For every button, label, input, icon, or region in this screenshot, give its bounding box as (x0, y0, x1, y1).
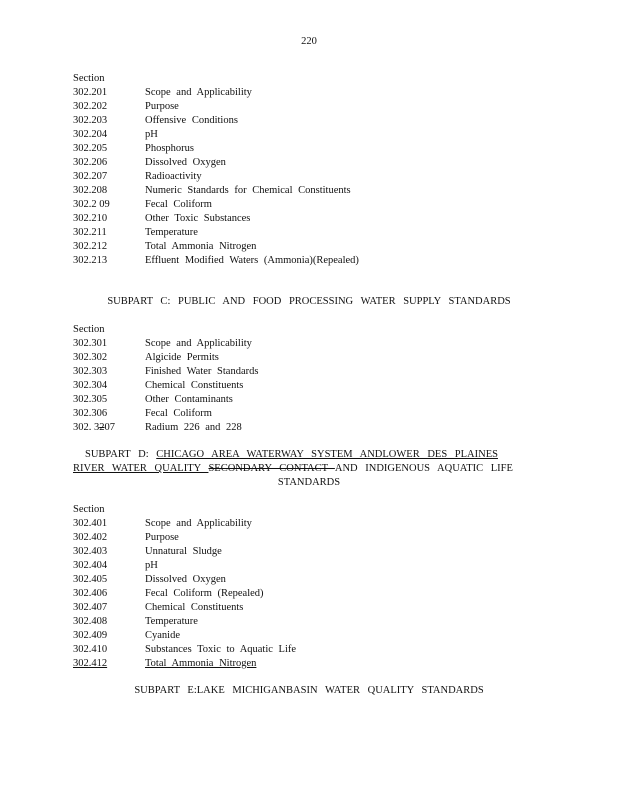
section-number: 302.305 (73, 394, 108, 405)
subpart-title-rest: AND INDIGENOUS AQUATIC LIFE (334, 463, 513, 474)
section-title: Purpose (145, 532, 179, 543)
section-label: Section (73, 73, 105, 84)
section-row (73, 531, 553, 545)
section-number: 302.410 (73, 644, 108, 655)
section-row (73, 142, 553, 156)
section-title: Chemical Constituents (145, 380, 244, 391)
section-row (73, 601, 553, 615)
section-row (73, 545, 553, 559)
section-title: Total Ammonia Nitrogen (145, 241, 257, 252)
struck-digit: 2 (99, 422, 105, 433)
section-title: Dissolved Oxygen (145, 157, 226, 168)
section-row (73, 170, 553, 184)
section-number: 302.303 (73, 366, 108, 377)
section-row (73, 559, 553, 573)
section-number: 302.208 (73, 185, 108, 196)
section-number: 302.2 09 (73, 199, 110, 210)
section-row (73, 407, 553, 421)
section-row (73, 379, 553, 393)
section-number: 302.210 (73, 213, 108, 224)
section-row (73, 240, 553, 254)
section-title: pH (145, 129, 158, 140)
section-row (73, 629, 553, 643)
section-number: 302.412 (73, 658, 108, 669)
section-number: 302.406 (73, 588, 108, 599)
section-title: Numeric Standards for Chemical Constituents (145, 185, 351, 196)
subpart-d-heading-line1 (85, 448, 498, 462)
section-row (73, 337, 553, 351)
section-row (73, 615, 553, 629)
section-number: 302.207 (73, 171, 108, 182)
section-number: 302.212 (73, 241, 108, 252)
section-label: Section (73, 324, 105, 335)
section-title: Total Ammonia Nitrogen (145, 658, 257, 669)
section-title: Radium 226 and 228 (145, 422, 242, 433)
section-title: Cyanide (145, 630, 180, 641)
section-row (73, 184, 553, 198)
section-number: 302.404 (73, 560, 108, 571)
section-title: Temperature (145, 227, 198, 238)
section-row (73, 393, 553, 407)
section-title: Fecal Coliform (145, 408, 212, 419)
section-number: 302.304 (73, 380, 108, 391)
section-row (73, 657, 553, 671)
section-number: 302.203 (73, 115, 108, 126)
section-row (73, 254, 553, 268)
section-title: Radioactivity (145, 171, 202, 182)
section-number: 302.409 (73, 630, 108, 641)
section-number: 302.402 (73, 532, 108, 543)
subpart-d-heading-line2 (73, 462, 513, 476)
section-row (73, 128, 553, 142)
section-title: Other Toxic Substances (145, 213, 251, 224)
section-number: 302.301 (73, 338, 108, 349)
section-row (73, 517, 553, 531)
section-title: Finished Water Standards (145, 366, 259, 377)
section-number: 302.204 (73, 129, 108, 140)
section-label: Section (73, 504, 105, 515)
subpart-e-heading: SUBPART E:LAKE MICHIGANBASIN WATER QUALITY STANDARDS (134, 685, 484, 696)
section-row (73, 226, 553, 240)
deleted-text: SECONDARY CONTACT (208, 463, 335, 474)
page-number: 220 (301, 36, 317, 47)
section-title: Substances Toxic to Aquatic Life (145, 644, 297, 655)
section-title: Algicide Permits (145, 352, 219, 363)
section-row (73, 573, 553, 587)
section-number: 302.213 (73, 255, 108, 266)
section-list-subpart-d (73, 503, 553, 671)
section-number: 302.403 (73, 546, 108, 557)
section-title: Offensive Conditions (145, 115, 238, 126)
section-title: Purpose (145, 101, 179, 112)
section-number: 302.206 (73, 157, 108, 168)
section-number: 302.306 (73, 408, 108, 419)
section-number: 302.408 (73, 616, 108, 627)
section-number: 302.405 (73, 574, 108, 585)
subpart-d-heading-line3: STANDARDS (277, 477, 341, 488)
section-row (73, 643, 553, 657)
section-title: pH (145, 560, 158, 571)
section-row (73, 212, 553, 226)
section-row (73, 198, 553, 212)
subpart-title-inserted: CHICAGO AREA WATERWAY SYSTEM ANDLOWER DES PLAINES (156, 449, 498, 460)
section-title: Other Contaminants (145, 394, 233, 405)
section-number: 302.201 (73, 87, 108, 98)
section-row (73, 156, 553, 170)
inserted-text: RIVER WATER QUALITY (73, 463, 209, 474)
section-number: 302. 3207 (73, 422, 115, 433)
section-number: 302.302 (73, 352, 108, 363)
section-list-subpart-b (73, 72, 553, 268)
section-title: Phosphorus (145, 143, 195, 154)
section-title: Unnatural Sludge (145, 546, 222, 557)
section-title: Fecal Coliform (145, 199, 212, 210)
section-row (73, 587, 553, 601)
section-title: Scope and Applicability (145, 87, 252, 98)
subpart-c-heading: SUBPART C: PUBLIC AND FOOD PROCESSING WATER SUPPLY STANDARDS (107, 296, 511, 307)
section-number: 302.407 (73, 602, 108, 613)
section-row (73, 351, 553, 365)
section-number: 302.401 (73, 518, 108, 529)
section-title: Scope and Applicability (145, 338, 252, 349)
section-row (73, 86, 553, 100)
section-number: 302.205 (73, 143, 108, 154)
section-row (73, 365, 553, 379)
section-title: Chemical Constituents (145, 602, 244, 613)
section-row (73, 100, 553, 114)
section-title: Dissolved Oxygen (145, 574, 226, 585)
section-number: 302.211 (73, 227, 107, 238)
section-row (73, 114, 553, 128)
section-title: Scope and Applicability (145, 518, 252, 529)
subpart-label: SUBPART D: (85, 449, 149, 460)
section-title: Fecal Coliform (Repealed) (145, 588, 264, 599)
section-row (73, 421, 553, 435)
section-number: 302.202 (73, 101, 108, 112)
section-title: Effluent Modified Waters (Ammonia)(Repealed) (145, 255, 359, 266)
section-list-subpart-c (73, 323, 553, 435)
section-title: Temperature (145, 616, 198, 627)
